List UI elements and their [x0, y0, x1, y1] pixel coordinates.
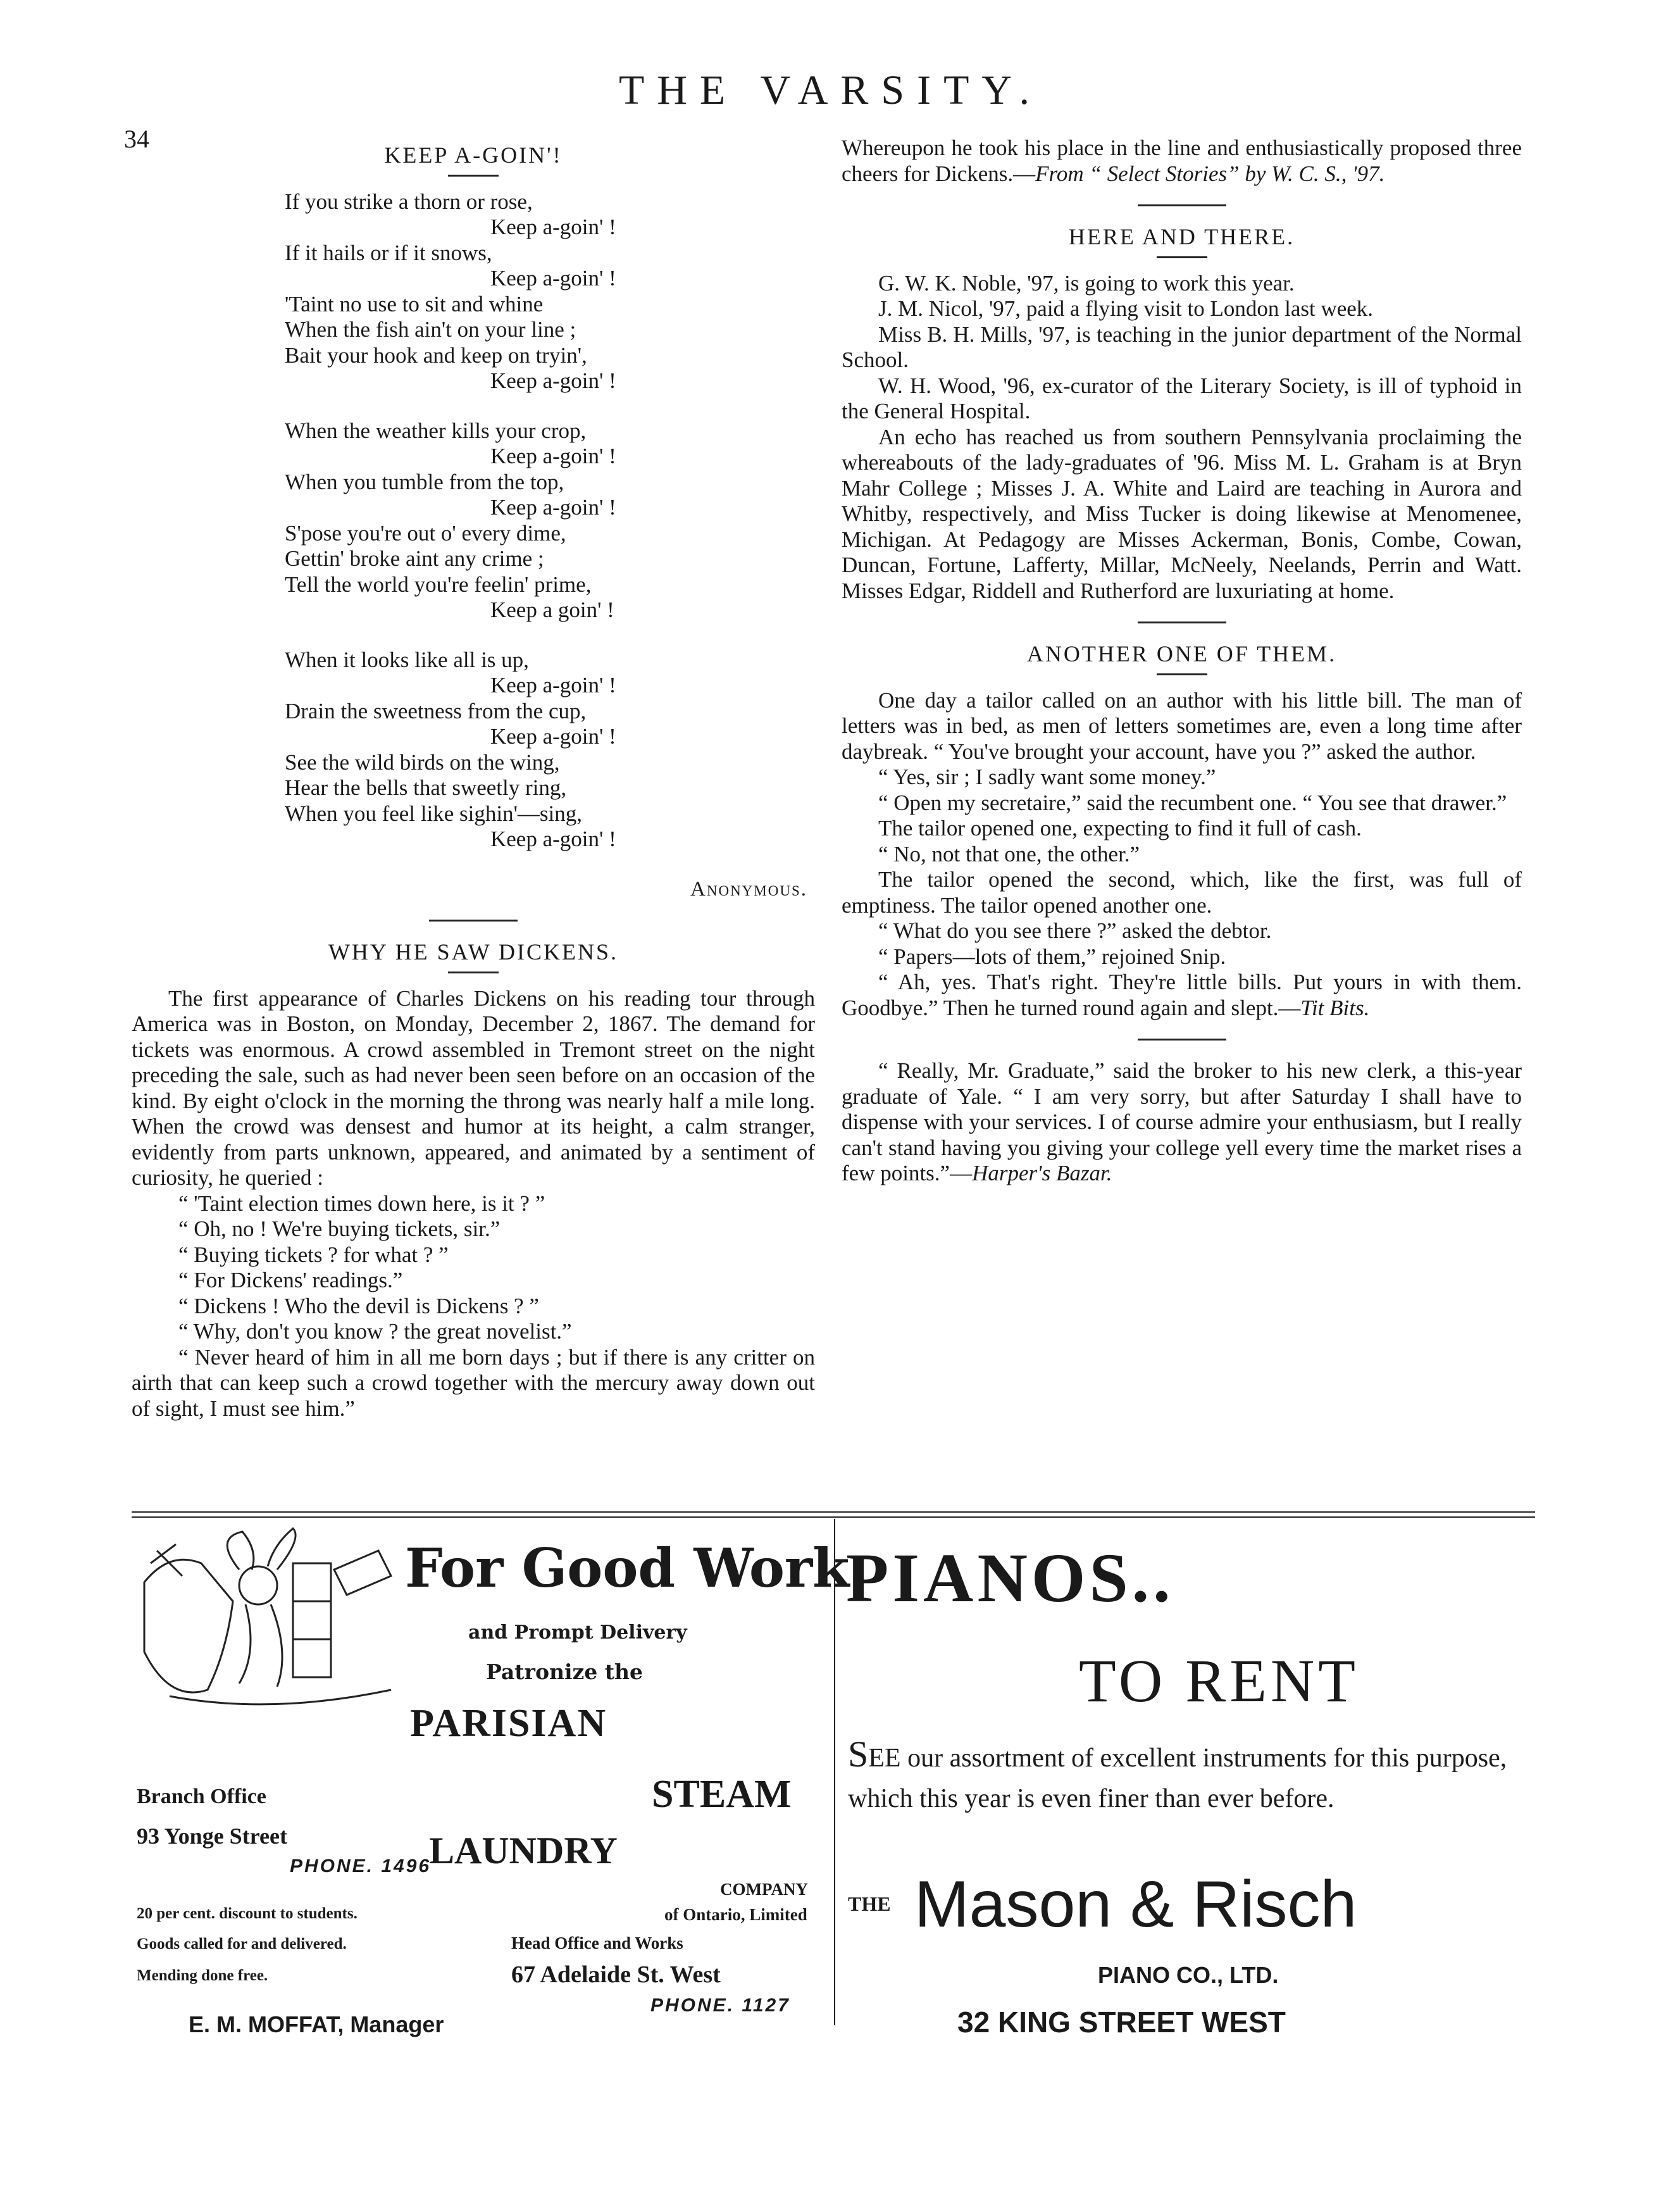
piano-body-text: EE our assortment of excellent instruments for this purpose, which this year is even finer than ever before.	[848, 1744, 1507, 1813]
title-rule	[1157, 673, 1207, 675]
laundry-patronize: Patronize the	[486, 1659, 643, 1684]
dickens-title: WHY HE SAW DICKENS.	[328, 939, 619, 965]
advert-divider	[132, 1511, 1535, 1518]
dickens-paragraph	[132, 1268, 815, 1294]
dickens-paragraph	[132, 1345, 815, 1422]
poem-line: Keep a-goin' !	[490, 673, 616, 697]
section-rule	[429, 920, 518, 922]
graduate-article: “ Really, Mr. Graduate,” said the broker to his new clerk, a this-year graduate of Yale. “ I am very sorry, but after Saturday I shall have to dispense with your services. I of course admire your enthusiasm, but I really can't stand having you giving your college yell every time the market rises a few points.”—Harper's Bazar.	[842, 1058, 1522, 1185]
another-paragraph	[842, 970, 1522, 1021]
laundry-company: COMPANY	[720, 1880, 808, 1899]
section-rule	[1138, 1039, 1226, 1040]
poem-line: When you feel like sighin'—sing,	[285, 801, 582, 826]
laundry-name-3: LAUNDRY	[429, 1830, 618, 1871]
poem-line: If you strike a thorn or rose,	[285, 189, 533, 214]
another-paragraph	[842, 867, 1522, 918]
poem-line: Hear the bells that sweetly ring,	[285, 775, 567, 800]
poem	[132, 189, 815, 853]
poem-line: Keep a-goin' !	[490, 368, 616, 393]
here-there-title: HERE AND THERE.	[1068, 224, 1295, 249]
laundry-name-2: STEAM	[652, 1773, 792, 1816]
piano-the: THE	[848, 1892, 891, 1915]
here-there-item	[842, 425, 1522, 604]
laundry-branch-address: 93 Yonge Street	[137, 1823, 287, 1849]
dickens-paragraph-text: “ Oh, no ! We're buying tickets, sir.”	[178, 1216, 501, 1241]
here-there-item	[842, 373, 1522, 425]
piano-drop-cap: S	[848, 1734, 869, 1775]
section-rule	[1138, 204, 1226, 206]
piano-subheadline: TO RENT	[1079, 1647, 1359, 1715]
here-there-item	[842, 271, 1522, 297]
poem-line: Tell the world you're feelin' prime,	[285, 572, 592, 597]
another-paragraph-text: “ No, not that one, the other.”	[878, 841, 1140, 866]
dickens-paragraph-text: “ Never heard of him in all me born days ; but if there is any critter on airth that can keep such a crowd together with the mercury away down out of sight, I must see him.”	[132, 1344, 815, 1421]
masthead: THE VARSITY.	[618, 67, 1043, 113]
dickens-article	[132, 986, 815, 1422]
laundry-discount: 20 per cent. discount to students.	[137, 1905, 358, 1922]
dickens-paragraph-text: “ Dickens ! Who the devil is Dickens ? ”	[178, 1293, 539, 1318]
poem-line: Keep a-goin' !	[490, 724, 616, 749]
another-paragraph	[842, 688, 1522, 765]
poem-title: KEEP A-GOIN'!	[384, 142, 563, 168]
piano-headline: PIANOS..	[846, 1539, 1174, 1616]
page-number: 34	[124, 125, 149, 153]
dickens-paragraph-text: “ Buying tickets ? for what ? ”	[178, 1242, 449, 1267]
here-there-item-text: G. W. K. Noble, '97, is going to work this year.	[878, 270, 1295, 296]
another-paragraph-text: “ Yes, sir ; I sadly want some money.”	[878, 765, 1216, 789]
another-paragraph	[842, 944, 1522, 970]
poem-line: If it hails or if it snows,	[285, 240, 492, 265]
laundry-manager: E. M. MOFFAT, Manager	[189, 2011, 444, 2037]
laundry-head-address: 67 Adelaide St. West	[511, 1961, 721, 1988]
another-paragraph	[842, 842, 1522, 868]
dickens-paragraph	[132, 1294, 815, 1320]
laundry-head-phone: PHONE. 1127	[650, 1995, 790, 2016]
poem-stanza	[132, 189, 815, 394]
dickens-paragraph	[132, 1242, 815, 1268]
poem-line: 'Taint no use to sit and whine	[285, 291, 544, 316]
laundry-head-office: Head Office and Works	[511, 1934, 683, 1953]
piano-address: 32 KING STREET WEST	[957, 2006, 1286, 2039]
poem-stanza	[132, 418, 815, 623]
poem-stanza	[132, 647, 815, 853]
here-there-article	[842, 271, 1522, 604]
poem-line: Keep a-goin' !	[490, 827, 616, 851]
title-rule	[448, 175, 499, 177]
dickens-paragraph	[132, 986, 815, 1191]
another-paragraph	[842, 918, 1522, 944]
cupid-illustration	[132, 1525, 397, 1715]
poem-line: Keep a-goin' !	[490, 444, 616, 468]
dickens-continuation: Whereupon he took his place in the line and enthusiastically proposed three cheers for Dickens.—From “ Select Stories” by W. C. S., '97.	[842, 135, 1522, 186]
poem-line: Keep a-goin' !	[490, 495, 616, 520]
laundry-mending: Mending done free.	[137, 1967, 268, 1984]
another-paragraph-text: “ Open my secretaire,” said the recumbent one. “ You see that drawer.”	[878, 790, 1507, 815]
another-paragraph	[842, 790, 1522, 816]
poem-line: When it looks like all is up,	[285, 647, 529, 672]
piano-body	[848, 1734, 1531, 1819]
here-there-item	[842, 322, 1522, 373]
here-there-item-text: Miss B. H. Mills, '97, is teaching in the junior department of the Normal School.	[842, 322, 1522, 372]
laundry-branch-label: Branch Office	[137, 1785, 266, 1808]
another-paragraph-text: The tailor opened the second, which, like the first, was full of emptiness. The tailor opened another one.	[842, 867, 1522, 918]
dickens-paragraph-text: “ For Dickens' readings.”	[178, 1268, 403, 1292]
poem-line: See the wild birds on the wing,	[285, 749, 560, 775]
poem-line: When the weather kills your crop,	[285, 418, 587, 443]
poem-line: Keep a goin' !	[490, 597, 614, 622]
dickens-paragraph	[132, 1319, 815, 1345]
poem-line: When the fish ain't on your line ;	[285, 317, 576, 342]
another-paragraph-text: One day a tailor called on an author with his little bill. The man of letters was in bed, as men of letters sometimes are, even a long time after daybreak. “ You've brought your account, have you ?” asked the author.	[842, 687, 1522, 764]
another-paragraph-text: “ What do you see there ?” asked the debtor.	[878, 918, 1272, 943]
laundry-headline: For Good Work	[405, 1537, 850, 1599]
another-paragraph	[842, 765, 1522, 790]
dickens-paragraph	[132, 1216, 815, 1242]
another-paragraph-text: The tailor opened one, expecting to find it full of cash.	[878, 816, 1362, 840]
laundry-advertisement	[132, 1525, 850, 2044]
laundry-subhead: and Prompt Delivery	[468, 1622, 687, 1644]
laundry-ontario: of Ontario, Limited	[664, 1905, 807, 1924]
poem-line: Keep a-goin' !	[490, 215, 616, 239]
dickens-paragraph-text: The first appearance of Charles Dickens on his reading tour through America was in Boston, on Monday, December 2, 1867. The demand for tickets was enormous. A crowd assembled in Tremont street on the night preceding the sale, such as had never been seen before on an occasion of the kind. By eight o'clock in the morning the throng was nearly half a mile long. When the crowd was densest and humor at its height, a calm stranger, evidently from parts unknown, appeared, and animated by a sentiment of curiosity, he queried :	[132, 985, 815, 1190]
dickens-paragraph-text: “ Why, don't you know ? the great novelist.”	[178, 1319, 572, 1344]
laundry-goods: Goods called for and delivered.	[137, 1935, 347, 1953]
another-paragraph-text: “ Papers—lots of them,” rejoined Snip.	[878, 944, 1226, 969]
title-rule	[1157, 256, 1207, 258]
left-column	[132, 142, 815, 1422]
poem-line: Drain the sweetness from the cup,	[285, 698, 587, 723]
poem-line: S'pose you're out o' every dime,	[285, 520, 566, 546]
laundry-branch-phone: PHONE. 1496	[290, 1856, 432, 1877]
piano-company: PIANO CO., LTD.	[1098, 1962, 1279, 1988]
another-paragraph	[842, 816, 1522, 842]
another-title: ANOTHER ONE OF THEM.	[1026, 641, 1337, 666]
dickens-paragraph-text: “ 'Taint election times down here, is it ? ”	[178, 1190, 545, 1216]
here-there-item-text: W. H. Wood, '96, ex-curator of the Literary Society, is ill of typhoid in the General Hospital.	[842, 373, 1522, 423]
poem-signature: Anonymous.	[690, 877, 807, 901]
another-article	[842, 688, 1522, 1022]
piano-brand: Mason & Risch	[914, 1868, 1357, 1941]
piano-advertisement	[845, 1525, 1534, 2044]
poem-line: Gettin' broke aint any crime ;	[285, 546, 544, 571]
poem-line: Keep a-goin' !	[490, 266, 616, 291]
poem-line: Bait your hook and keep on tryin',	[285, 342, 587, 368]
title-rule	[448, 972, 499, 973]
section-rule	[1138, 622, 1226, 623]
here-there-item-text: An echo has reached us from southern Pennsylvania proclaiming the whereabouts of the lady-graduates of '96. Miss M. L. Graham is at Bryn Mahr College ; Misses J. A. White and Laird are teaching in Aurora and Whitby, respectively, and Miss Tucker is doing likewise at Menomenee, Michigan. At Pedagogy are Misses Ackerman, Bonis, Combe, Cowan, Duncan, Fortune, Lafferty, Millar, McNeely, Neelands, Perrin and Watt. Misses Edgar, Riddell and Rutherford are luxuriating at home.	[842, 424, 1522, 603]
dickens-paragraph	[132, 1191, 815, 1217]
another-source: Tit Bits.	[1300, 995, 1370, 1020]
right-column	[842, 135, 1522, 1187]
here-there-item	[842, 296, 1522, 322]
poem-line: When you tumble from the top,	[285, 469, 564, 494]
another-paragraph-text: “ Ah, yes. That's right. They're little bills. Put yours in with them. Goodbye.” Then he turned round again and slept.—	[842, 970, 1522, 1020]
here-there-item-text: J. M. Nicol, '97, paid a flying visit to London last week.	[878, 296, 1374, 321]
laundry-name-1: PARISIAN	[410, 1702, 607, 1745]
